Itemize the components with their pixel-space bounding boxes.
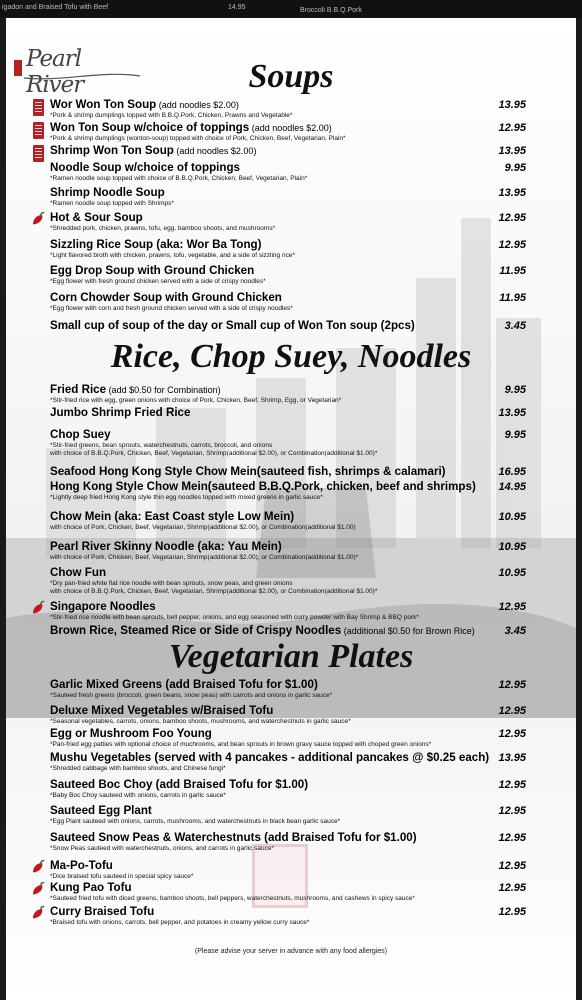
menu-item (50, 264, 530, 286)
menu-item-name (50, 831, 530, 845)
menu-item (50, 319, 530, 333)
menu-item-description: *Pork & shrimp dumplings topped with B.B.Q.Pork, Chicken, Prawns and Vegetable* (50, 112, 293, 119)
strip-text-right: Broccoli B.B.Q.Pork (300, 7, 362, 14)
menu-item-title: Brown Rice, Steamed Rice or Side of Crispy Noodles (50, 624, 342, 637)
menu-item-description: *Ramen noodle soup topped with Shrimps* (50, 200, 174, 207)
menu-item-description: *Egg flower with corn and fresh ground chicken served with a side of crispy noodles* (50, 305, 293, 312)
menu-item-name (50, 264, 530, 278)
menu-item-price: 10.95 (498, 541, 526, 553)
menu-item-title: Sauteed Snow Peas & Waterchestnuts (add Braised Tofu for $1.00) (50, 831, 417, 844)
menu-item-price: 9.95 (504, 429, 526, 441)
menu-item-name (50, 510, 530, 524)
menu-item-title: Seafood Hong Kong Style Chow Mein(sauteed fish, shrimps & calamari) (50, 465, 446, 478)
menu-item-description: *Shredded pork, chicken, prawns, tofu, egg, bamboo shoots, and mushrooms* (50, 225, 276, 232)
menu-item-title: Egg Drop Soup with Ground Chicken (50, 264, 255, 277)
menu-item (50, 98, 530, 120)
menu-item-price: 12.95 (498, 832, 526, 844)
menu-item-name (50, 778, 530, 792)
menu-item (50, 804, 530, 826)
menu-item-price: 12.95 (498, 705, 526, 717)
chef-specialty-chop-icon (33, 145, 44, 162)
menu-item-title: Small cup of soup of the day or Small cup of Won Ton soup (2pcs) (50, 319, 415, 332)
menu-item-description: *Dice braised tofu sauteed in special spicy sauce* (50, 873, 194, 880)
menu-item-description: *Dry pan-fried white flat rice noodle with bean sprouts, snow peas, and green onions (50, 580, 293, 587)
menu-item-title: Mushu Vegetables (served with 4 pancakes - additional pancakes @ $0.25 each) (50, 751, 490, 764)
menu-item-note: (add noodles $2.00) (249, 123, 332, 133)
menu-item-price: 12.95 (498, 779, 526, 791)
menu-item-description: *Ramen noodle soup topped with choice of B.B.Q.Pork, Chicken, Beef, Vegetarian, Plain* (50, 175, 308, 182)
menu-item (50, 540, 530, 562)
menu-item-title: Sizzling Rice Soup (aka: Wor Ba Tong) (50, 238, 262, 251)
menu-item-name (50, 161, 530, 175)
menu-item-title: Won Ton Soup w/choice of toppings (50, 121, 250, 134)
menu-item-price: 13.95 (498, 145, 526, 157)
menu-item-description: *Sauteed fresh greens (broccoli, green beans, snow peas) with carrots and onions in garlic sauce* (50, 692, 333, 699)
menu-item-description: *Egg flower with fresh ground chicken served with a side of crispy noodles* (50, 278, 266, 285)
logo-text: Pearl River (26, 46, 84, 98)
menu-page (6, 18, 576, 1000)
menu-item-title: Chop Suey (50, 428, 111, 441)
menu-item-note: (add $0.50 for Combination) (106, 385, 221, 395)
menu-item-name (50, 727, 530, 741)
menu-item-name (50, 678, 530, 692)
menu-item-title: Jumbo Shrimp Fried Rice (50, 406, 191, 419)
chili-pepper-icon (30, 211, 46, 227)
menu-item-description: *Braised tofu with onions, carrots, bell pepper, and potatoes in creamy yellow curry sauce* (50, 919, 310, 926)
menu-item-description: *Lightly deep fried Hong Kong style thin egg noodles topped with mixed greens in garlic sauce* (50, 494, 323, 501)
menu-item-name (50, 383, 530, 397)
chef-specialty-chop-icon (33, 99, 44, 116)
menu-item (50, 905, 530, 927)
menu-item-description: *Shredded cabbage with bamboo shoots, and Chinese fungi* (50, 765, 226, 772)
menu-item (50, 406, 530, 420)
menu-item-description: *Light flavored broth with chicken, prawns, tofu, vegetable, and a side of sizzling rice* (50, 252, 295, 259)
menu-item-name (50, 704, 530, 718)
menu-item-price: 12.95 (498, 122, 526, 134)
menu-item-title: Garlic Mixed Greens (add Braised Tofu for $1.00) (50, 678, 318, 691)
allergy-note: (Please advise your server in advance with any food allergies) (194, 948, 388, 955)
menu-item (50, 510, 530, 532)
menu-item-title: Hot & Sour Soup (50, 211, 143, 224)
menu-item (50, 211, 530, 233)
section-title: Rice, Chop Suey, Noodles (110, 338, 472, 375)
menu-item-name (50, 624, 530, 638)
menu-item (50, 566, 530, 596)
menu-item-price: 13.95 (498, 752, 526, 764)
menu-item-name (50, 480, 530, 494)
menu-item-description: *Pan-fried egg patties with optional choice of muchrooms, and bean sprouts in brown gravy sauce topped with choped green onions* (50, 741, 432, 748)
menu-item-price: 16.95 (498, 466, 526, 478)
menu-item-price: 9.95 (504, 384, 526, 396)
menu-item-title: Sauteed Egg Plant (50, 804, 152, 817)
strip-price: 14.95 (228, 4, 246, 11)
menu-item (50, 465, 530, 479)
menu-item-title: Singapore Noodles (50, 600, 156, 613)
menu-item-price: 12.95 (498, 882, 526, 894)
chef-specialty-chop-icon (33, 122, 44, 139)
chili-pepper-icon (30, 905, 46, 921)
menu-item-description: *Sauteed fried tofu with diced greens, bamboo shoots, bell peppers, waterchestnuts, mushrooms, and cashews in spicy sauce* (50, 895, 415, 902)
menu-item (50, 383, 530, 405)
menu-item-price: 9.95 (504, 162, 526, 174)
menu-item-price: 12.95 (498, 679, 526, 691)
menu-item-price: 12.95 (498, 728, 526, 740)
menu-item-description: with choice of Pork, Chicken, Beef, Vegetarian, Shrimp(additional $2.00), or Combination(additional $1.00)* (50, 554, 359, 561)
menu-item-price: 13.95 (498, 187, 526, 199)
menu-item-price: 11.95 (499, 292, 526, 304)
menu-item-name (50, 98, 530, 112)
menu-item-description: *Stir-fried rice noodle with bean sprouts, bell pepper, onions, and egg seasoned with curry powder with Bay Shrimp & BBQ pork* (50, 614, 419, 621)
menu-item-title: Shrimp Noodle Soup (50, 186, 165, 199)
menu-item-name (50, 804, 530, 818)
menu-item-title: Fried Rice (50, 383, 107, 396)
menu-item-price: 13.95 (498, 407, 526, 419)
menu-item-name (50, 465, 530, 479)
menu-item (50, 678, 530, 700)
menu-item-price: 12.95 (498, 601, 526, 613)
menu-item-price: 11.95 (499, 265, 526, 277)
menu-item-name (50, 238, 530, 252)
strip-text-left: igadon and Braised Tofu with Beef (2, 4, 109, 11)
menu-item-price: 10.95 (498, 511, 526, 523)
menu-item (50, 121, 530, 143)
menu-item-title: Pearl River Skinny Noodle (aka: Yau Mein) (50, 540, 282, 553)
menu-item-price: 3.45 (504, 320, 526, 332)
menu-item-description: *Pork & shrimp dumplings (wonton-soup) topped with choice of Pork, Chicken, Beef, Vegetarian, Plain* (50, 135, 346, 142)
menu-item-name (50, 540, 530, 554)
menu-item (50, 480, 530, 502)
menu-item (50, 238, 530, 260)
menu-item-price: 12.95 (498, 906, 526, 918)
menu-item (50, 186, 530, 208)
menu-item-name (50, 144, 530, 158)
menu-item-description: with choice of B.B.Q.Pork, Chicken, Beef, Vegetarian, Shrimp(additional $2.00), or Combination(additional $1.00)* (50, 588, 378, 595)
menu-item-name (50, 186, 530, 200)
menu-item-name (50, 406, 530, 420)
section-title: Vegetarian Plates (168, 638, 414, 675)
menu-item-price: 12.95 (498, 860, 526, 872)
menu-item (50, 778, 530, 800)
menu-item-price: 10.95 (498, 567, 526, 579)
menu-item-description: *Egg Plant sauteed with onions, carrots, mushrooms, and waterchestnuts in black bean garlic sauce* (50, 818, 341, 825)
menu-item-title: Noodle Soup w/choice of toppings (50, 161, 241, 174)
menu-item-title: Ma-Po-Tofu (50, 859, 113, 872)
menu-item-price: 12.95 (498, 239, 526, 251)
chili-pepper-icon (30, 600, 46, 616)
menu-item-description: with choice of B.B.Q.Pork, Chicken, Beef, Vegetarian, Shrimp(additional $2.00), or Combination(additional $1.00)* (50, 450, 378, 457)
menu-item-description: *Stir-fried greens, bean sprouts, waterchestnuts, carrots, broccoli, and onions (50, 442, 273, 449)
menu-item-name (50, 751, 530, 765)
menu-item (50, 751, 530, 773)
menu-item-price: 12.95 (498, 805, 526, 817)
menu-item-description: *Snow Peas sauteed with waterchestnuts, onions, and carrots in garlic sauce* (50, 845, 275, 852)
menu-item-price: 12.95 (498, 212, 526, 224)
section-title: Soups (248, 58, 334, 95)
menu-item-title: Egg or Mushroom Foo Young (50, 727, 212, 740)
menu-item (50, 291, 530, 313)
menu-item-note: (add noodles $2.00) (156, 100, 239, 110)
menu-item (50, 624, 530, 638)
menu-item-note: (add noodles $2.00) (173, 146, 257, 156)
menu-item-name (50, 600, 530, 614)
menu-item (50, 727, 530, 749)
menu-item (50, 428, 530, 458)
menu-item-title: Chow Fun (50, 566, 107, 579)
menu-item-name (50, 428, 530, 442)
chili-pepper-icon (30, 881, 46, 897)
menu-item (50, 161, 530, 183)
menu-item (50, 704, 530, 726)
menu-item-description: *Stir-fried rice with egg, green onions with choice of Pork, Chicken, Beef, Shrimp, Egg, or Vegetarian* (50, 397, 342, 404)
menu-item-price: 14.95 (498, 481, 526, 493)
menu-item-title: Hong Kong Style Chow Mein(sauteed B.B.Q.Pork, chicken, beef and shrimps) (50, 480, 476, 493)
menu-item-title: Corn Chowder Soup with Ground Chicken (50, 291, 282, 304)
menu-item-title: Sauteed Boc Choy (add Braised Tofu for $1.00) (50, 778, 309, 791)
menu-item-title: Curry Braised Tofu (50, 905, 155, 918)
menu-item-price: 3.45 (504, 625, 526, 637)
menu-item-title: Wor Won Ton Soup (50, 98, 157, 111)
red-seal-watermark (252, 844, 308, 908)
menu-item-name (50, 211, 530, 225)
menu-item-name (50, 121, 530, 135)
chili-pepper-icon (30, 859, 46, 875)
menu-item-name (50, 566, 530, 580)
menu-item-price: 13.95 (498, 99, 526, 111)
menu-item-title: Kung Pao Tofu (50, 881, 132, 894)
menu-item-title: Chow Mein (aka: East Coast style Low Mein) (50, 510, 295, 523)
menu-item (50, 600, 530, 622)
menu-item-title: Shrimp Won Ton Soup (50, 144, 174, 157)
previous-page-strip (0, 0, 582, 18)
menu-item-name (50, 291, 530, 305)
menu-item-description: *Seasonal vegetables, carrots, onions, bamboo shoots, mushrooms, and waterchestnuts in garlic sauce* (50, 718, 351, 725)
menu-item-name (50, 319, 530, 333)
menu-item-title: Deluxe Mixed Vegetables w/Braised Tofu (50, 704, 274, 717)
menu-item-description: with choice of Pork, Chicken, Beef, Vegetarian, Shrimp(additional $2.00), or Combination(additional $1.00) (50, 524, 356, 531)
menu-item-note: (additional $0.50 for Brown Rice) (341, 626, 475, 636)
menu-item-description: *Baby Boc Choy sauteed with onions, carrots in garlic sauce* (50, 792, 226, 799)
menu-item (50, 144, 530, 158)
